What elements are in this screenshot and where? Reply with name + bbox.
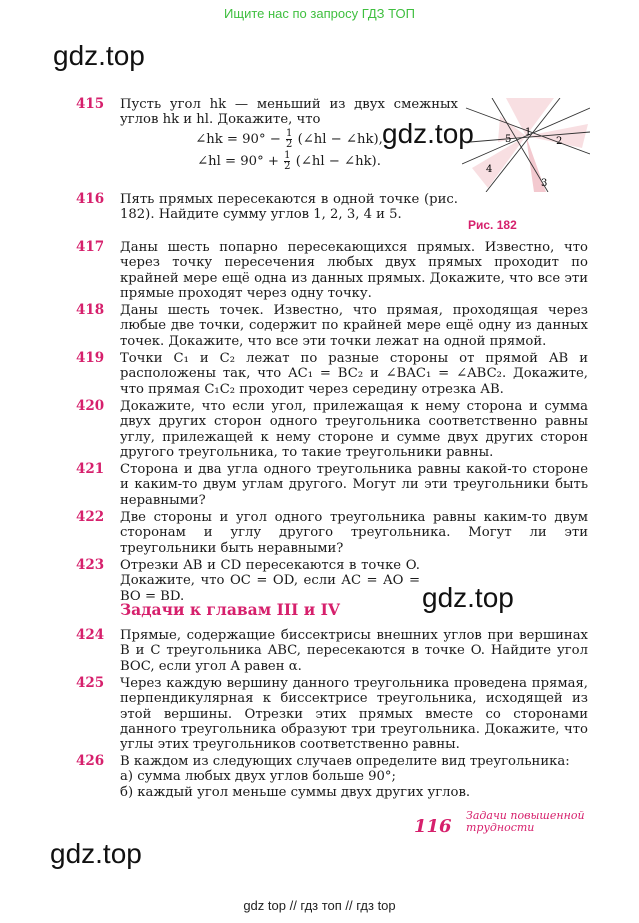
watermark: gdz.top [53,40,145,71]
problem-number: 426 [76,753,105,769]
problem-415 [76,97,588,173]
problem-text: Через каждую вершину данного треугольника проведена прямая, перпендикулярная к биссектрисе треугольника, исходящей из этой вершины. Отрезки этих прямых вместе со сторонами данного треугольника образуют три треугольника. Докажите, что углы этих треугольников соответственно равны. [120,676,588,753]
problem-423 [76,558,588,604]
problem-419 [76,351,588,397]
problem-424 [76,628,588,674]
watermark: gdz.top [50,838,142,869]
problem-item-b: б) каждый угол меньше суммы двух других углов. [120,784,471,800]
figure-label: 5 [505,134,512,145]
problem-417 [76,240,588,301]
problem-number: 420 [76,398,105,414]
problem-number: 416 [76,191,105,207]
problem-text: Даны шесть точек. Известно, что прямая, проходящая через любые две точки, содержит по крайней мере ещё одну из данных точек. Докажите, что все эти точки лежат на одной прямой. [120,303,588,349]
problem-416 [76,192,588,223]
problem-number: 425 [76,675,105,691]
problem-text: Пять прямых пересекаются в одной точке (рис. 182). Найдите сумму углов 1, 2, 3, 4 и 5. [120,192,458,223]
problem-number: 419 [76,350,105,366]
figure-caption: Рис. 182 [468,218,517,232]
problem-text: Прямые, содержащие биссектрисы внешних углов при вершинах B и C треугольника ABC, пересекаются в точке O. Найдите угол BOC, если угол A равен α. [120,628,588,674]
page-number: 116 [414,816,452,837]
problem-number: 417 [76,239,105,255]
problem-number: 422 [76,509,105,525]
problem-422 [76,510,588,556]
page-note: Задачи повышенной трудности [466,809,585,834]
formula-2: ∠hl = 90° + $\frac{1}{2}$ (∠hl − ∠hk). [197,149,381,172]
problem-text: Сторона и два угла одного треугольника равны какой-то стороне и каким-то двум углам другого. Могут ли эти треугольники быть неравными? [120,462,588,508]
problem-item-a: а) сумма любых двух углов больше 90°; [120,769,396,785]
problem-number: 415 [76,96,105,112]
figure-label: 3 [541,178,548,189]
watermark: gdz.top [422,582,514,613]
problem-text: Точки C₁ и C₂ лежат по разные стороны от прямой AB и расположены так, что AC₁ = BC₂ и ∠BAC₁ = ∠ABC₂. Докажите, что прямая C₁C₂ проходит через середину отрезка AB. [120,351,588,397]
problem-425 [76,676,588,752]
figure-label: 2 [556,136,563,147]
problem-418 [76,303,588,349]
problem-text: В каждом из следующих случаев определите вид треугольника: [120,754,570,769]
problem-420 [76,399,588,460]
watermark: gdz.top [382,118,474,149]
section-title: Задачи к главам III и IV [120,600,340,619]
problem-421 [76,462,588,508]
problem-text: Даны шесть попарно пересекающихся прямых. Известно, что через точку пересечения любых двух прямых проходит по крайней мере ещё одна из данных прямых. Докажите, что все эти прямые проходят через одну точку. [120,240,588,301]
top-banner: Ищите нас по запросу ГДЗ ТОП [224,6,415,21]
problem-text: Пусть угол hk — меньший из двух смежных углов hk и hl. Докажите, что [120,97,458,128]
problem-426 [76,754,588,800]
figure-label: 4 [486,164,493,175]
problem-number: 423 [76,557,105,573]
problem-number: 418 [76,302,105,318]
problem-number: 421 [76,461,105,477]
problem-text: Две стороны и угол одного треугольника равны каким-то двум сторонам и углу другого треугольника. Могут ли эти треугольники быть неравными? [120,510,588,556]
problem-number: 424 [76,627,105,643]
problem-text: Отрезки AB и CD пересекаются в точке O. Докажите, что OC = OD, если AC = AO = BO = BD. [120,558,420,604]
figure-label: 1 [525,127,532,138]
problem-text: Докажите, что если угол, прилежащая к нему сторона и сумма двух других сторон одного треугольника соответственно равны углу, прилежащей к нему стороне и сумме двух других сторон другого треугольника, то такие треугольники равны. [120,399,588,460]
formula-1: ∠hk = 90° − $\frac{1}{2}$ (∠hl − ∠hk), [195,127,383,150]
bottom-banner: gdz top // гдз топ // гдз top [243,898,396,913]
